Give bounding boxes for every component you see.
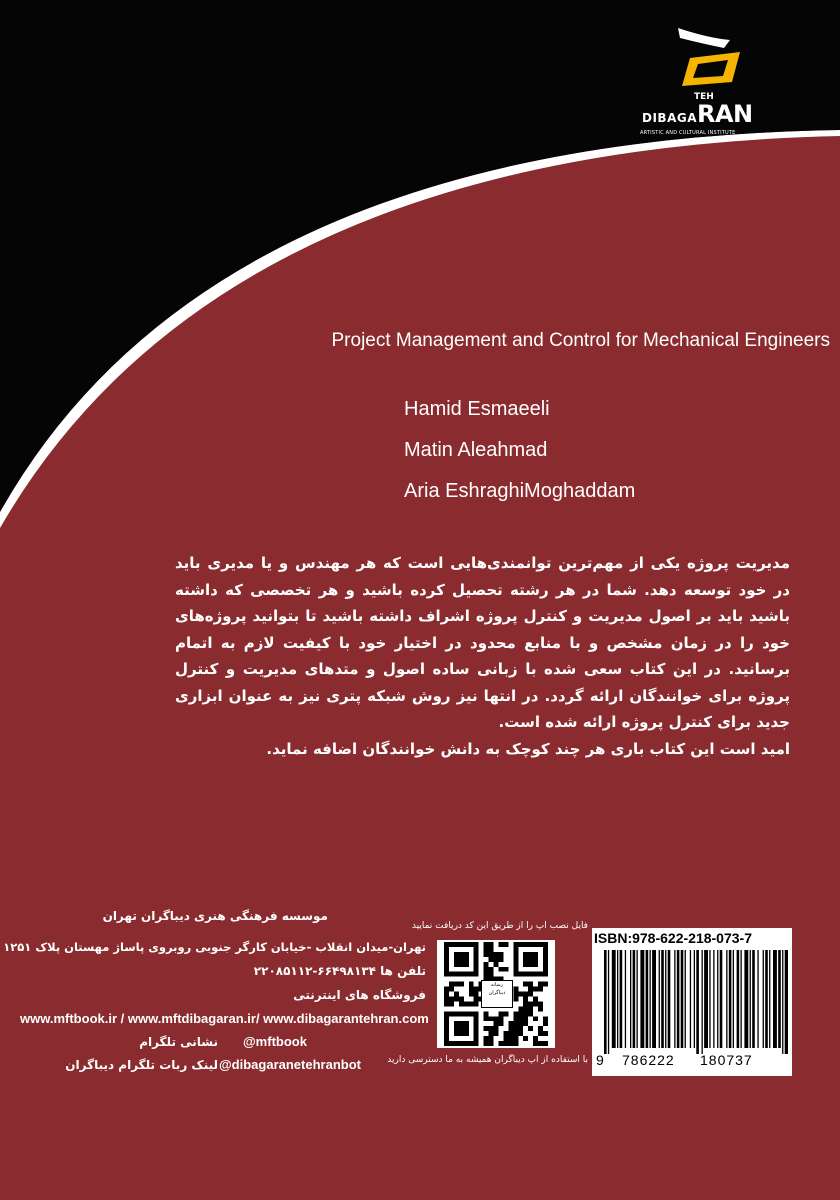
barcode-bar [694,950,695,1048]
qr-module [454,957,459,962]
qr-module [508,1031,513,1036]
barcode-icon [604,950,788,1054]
qr-module [543,957,548,962]
qr-module [533,962,538,967]
qr-module [484,1041,489,1046]
barcode-bar [782,950,783,1054]
qr-module [538,1031,543,1036]
qr-caption-top: فایل نصب اپ را از طریق این کد دریافت نمایید [411,921,588,931]
qr-module [459,957,464,962]
barcode-bar [709,950,710,1048]
qr-module [444,1031,449,1036]
qr-module [533,957,538,962]
qr-module [533,1036,538,1041]
barcode-digit-group-3: 180737 [700,1052,753,1068]
qr-module [498,957,503,962]
description-paragraph-1: مدیریت پروژه یکی از مهم‌ترین توانمندی‌هایی است که هر مهندس و یا مدیری باید در خود توسعه دهد. شما در هر رشته تحصیل کرده باشید و هر تخصصی که داشته باشید باید بر اصول مدیریت و کنترل پروژه اشراف داشته باشید تا بتوانید پروژه‌های خود را در زمان مشخص و با منابع محدود در اختیار خود با کیفیت لازم به اتمام برسانید. در این کتاب سعی شده با زبانی ساده اصول و متدهای مدیریت و کنترل پروژه برای خوانندگان ارائه گردد. در انتها نیز روش شبکه پتری نیز به عنوان ابزاری جدید برای کنترل پروژه ارائه شده است. [175,554,790,731]
qr-module [469,1011,474,1016]
qr-module [449,996,454,1001]
qr-module [474,967,479,972]
qr-module [449,1001,454,1006]
qr-module [528,972,533,977]
qr-module [518,1006,523,1011]
barcode-bar [690,950,691,1048]
qr-module [543,1041,548,1046]
qr-module [538,987,543,992]
qr-module [484,967,489,972]
qr-module [489,942,494,947]
qr-module [533,1041,538,1046]
qr-module [489,1016,494,1021]
qr-module [444,952,449,957]
qr-module [538,942,543,947]
qr-module [523,1011,528,1016]
qr-module [489,1041,494,1046]
qr-module [464,1021,469,1026]
qr-module [543,1016,548,1021]
qr-module [474,1021,479,1026]
qr-module [494,1021,499,1026]
qr-module [464,952,469,957]
qr-module [494,952,499,957]
qr-module [528,987,533,992]
qr-module [538,1026,543,1031]
qr-module [503,967,508,972]
barcode-bar [630,950,631,1048]
qr-module [454,1041,459,1046]
barcode-bar [713,950,714,1048]
qr-module [484,947,489,952]
qr-module [513,987,518,992]
qr-module [474,987,479,992]
barcode-bar [659,950,660,1048]
telegram-label: نشانی تلگرام [139,1035,218,1049]
qr-module [459,1026,464,1031]
barcode-bar [696,950,699,1054]
qr-module [449,1041,454,1046]
qr-module [469,972,474,977]
qr-module [543,967,548,972]
barcode-bar [733,950,734,1048]
barcode-bar [773,950,777,1048]
app-qr-code[interactable] [437,940,555,1048]
qr-module [454,982,459,987]
qr-module [449,987,454,992]
barcode-bar [729,950,732,1048]
qr-module [538,1041,543,1046]
qr-module [518,1011,523,1016]
barcode-bar [750,950,751,1048]
qr-module [498,1016,503,1021]
qr-module [454,1031,459,1036]
barcode-bar [726,950,727,1048]
qr-module [474,947,479,952]
barcode-bar [778,950,781,1048]
qr-module [528,962,533,967]
qr-module [498,967,503,972]
qr-module [528,1001,533,1006]
qr-module [444,962,449,967]
qr-module [459,1041,464,1046]
barcode-bar [633,950,636,1048]
qr-module [498,1011,503,1016]
qr-module [543,942,548,947]
barcode-bar [640,950,644,1048]
qr-module [469,992,474,997]
qr-module [498,1021,503,1026]
qr-module [523,957,528,962]
qr-module [543,962,548,967]
isbn-label: ISBN:978-622-218-073-7 [594,930,752,946]
qr-module [444,947,449,952]
qr-module [469,1041,474,1046]
barcode-bar [685,950,686,1048]
qr-module [464,1001,469,1006]
barcode-bar [646,950,649,1048]
qr-module [444,967,449,972]
qr-module [513,992,518,997]
qr-module [543,947,548,952]
qr-module [444,1026,449,1031]
qr-module [459,1001,464,1006]
qr-module [513,1031,518,1036]
barcode-bar [668,950,671,1048]
qr-module [523,1006,528,1011]
qr-module [474,1026,479,1031]
qr-module [449,1011,454,1016]
qr-module [523,1016,528,1021]
qr-module [508,1036,513,1041]
qr-module [508,1041,513,1046]
qr-module [474,996,479,1001]
qr-module [484,1016,489,1021]
qr-module [469,982,474,987]
qr-module [489,1026,494,1031]
qr-module [503,1036,508,1041]
qr-module [489,952,494,957]
barcode-bar [752,950,755,1048]
qr-module [484,1026,489,1031]
logo-wordmark [642,92,753,128]
qr-module [464,957,469,962]
barcode-bar [650,950,651,1048]
qr-module [489,1031,494,1036]
qr-module [543,1031,548,1036]
barcode-bar [763,950,764,1048]
qr-module [528,942,533,947]
qr-module [513,1026,518,1031]
qr-module [533,996,538,1001]
qr-module [474,1041,479,1046]
barcode-bar [757,950,758,1048]
qr-module [459,972,464,977]
description-paragraph-2: امید است این کتاب باری هر چند کوچک به دانش خوانندگان اضافه نماید. [266,739,790,758]
qr-module [454,996,459,1001]
telegram-bot-label: لینک ربات تلگرام دیباگران [65,1058,218,1072]
barcode-bar [617,950,618,1048]
qr-module [523,952,528,957]
qr-module [513,1036,518,1041]
qr-module [523,996,528,1001]
qr-module [489,957,494,962]
barcode-bar [612,950,616,1048]
qr-module [523,992,528,997]
barcode-bar [741,950,742,1048]
qr-module [449,972,454,977]
author-3: Aria EshraghiMoghaddam [404,480,636,502]
qr-module [444,992,449,997]
barcode-bar [769,950,770,1048]
logo-subtitle: ARTISTIC AND CULTURAL INSTITUTE [640,130,736,136]
qr-module [459,962,464,967]
qr-module [444,1041,449,1046]
qr-module [518,1026,523,1031]
qr-module [484,962,489,967]
qr-module [459,1011,464,1016]
qr-module [474,1031,479,1036]
qr-module [513,1011,518,1016]
qr-module [528,952,533,957]
barcode-bar [785,950,788,1054]
websites-link[interactable]: www.mftbook.ir / www.mftdibagaran.ir/ www.dibagarantehran.com [20,1011,429,1026]
qr-module [498,952,503,957]
qr-module [508,1026,513,1031]
qr-module [518,1016,523,1021]
qr-module [444,996,449,1001]
qr-module [543,1021,548,1026]
qr-module [533,942,538,947]
qr-module [489,967,494,972]
qr-module [459,982,464,987]
qr-module [444,1016,449,1021]
logo-teh: TEH [694,92,714,102]
qr-module [494,957,499,962]
qr-module [533,1016,538,1021]
qr-module [474,952,479,957]
qr-center-badge: رسانه دیباگران [481,980,513,1008]
qr-module [498,1041,503,1046]
qr-module [464,1031,469,1036]
barcode-bar [737,950,740,1048]
barcode-bar [744,950,748,1048]
qr-module [489,1036,494,1041]
qr-module [489,972,494,977]
qr-module [503,1031,508,1036]
qr-module [503,1011,508,1016]
qr-module [454,1026,459,1031]
qr-module [513,952,518,957]
qr-module [469,942,474,947]
barcode-bar [674,950,675,1048]
telegram-handle[interactable]: @mftbook [243,1034,307,1049]
qr-module [538,1006,543,1011]
qr-module [459,1021,464,1026]
qr-module [469,1001,474,1006]
qr-module [459,996,464,1001]
qr-module [523,1001,528,1006]
qr-module [494,962,499,967]
qr-module [494,1031,499,1036]
book-title: Project Management and Control for Mechanical Engineers [331,330,830,351]
publisher-logo [640,20,753,138]
barcode-digit-group-2: 786222 [622,1052,675,1068]
qr-module [503,942,508,947]
qr-module [464,942,469,947]
barcode-bar [652,950,656,1048]
qr-module [513,942,518,947]
qr-module [444,1021,449,1026]
barcode-bar [604,950,607,1054]
qr-module [444,957,449,962]
qr-module [523,972,528,977]
publisher-name: موسسه فرهنگی هنری دیباگران تهران [102,909,328,923]
qr-module [444,1036,449,1041]
qr-caption-bottom: با استفاده از اپ دیباگران همیشه به ما دسترسی دارید [387,1055,588,1065]
isbn-barcode [592,928,792,1076]
qr-module [444,972,449,977]
qr-module [484,1036,489,1041]
qr-module [498,942,503,947]
qr-module [513,1016,518,1021]
logo-ran: RAN [697,100,753,128]
qr-module [528,1006,533,1011]
qr-module [518,972,523,977]
qr-module [474,1011,479,1016]
barcode-bar [677,950,680,1048]
qr-module [523,1036,528,1041]
qr-module [533,1001,538,1006]
qr-module [528,1011,533,1016]
qr-module [518,942,523,947]
barcode-bar [608,950,609,1054]
author-2: Matin Aleahmad [404,439,548,461]
qr-module [528,982,533,987]
barcode-bar [661,950,664,1048]
qr-module [538,982,543,987]
barcode-bar [720,950,723,1048]
qr-module [523,962,528,967]
qr-module [459,1031,464,1036]
publisher-address: تهران-میدان انقلاب -خیابان کارگر جنوبی روبروی پاساژ مهستان پلاک ۱۲۵۱ [3,940,426,954]
qr-module [543,952,548,957]
qr-module [454,972,459,977]
qr-module [484,952,489,957]
barcode-bar [704,950,708,1048]
qr-module [513,996,518,1001]
qr-module [454,992,459,997]
qr-module [513,1021,518,1026]
qr-module [518,1031,523,1036]
qr-module [489,947,494,952]
qr-module [533,972,538,977]
qr-module [464,1011,469,1016]
barcode-bar [702,950,703,1054]
qr-module [494,1016,499,1021]
qr-module [474,962,479,967]
qr-module [474,972,479,977]
qr-module [444,987,449,992]
barcode-bar [637,950,638,1048]
qr-module [513,967,518,972]
qr-module [459,952,464,957]
qr-module [513,962,518,967]
qr-module [528,1026,533,1031]
barcode-bar [765,950,768,1048]
book-description [175,550,790,762]
qr-module [518,992,523,997]
qr-module [454,1011,459,1016]
qr-module [523,982,528,987]
qr-module [474,1001,479,1006]
qr-module [454,1021,459,1026]
qr-module [454,942,459,947]
qr-module [543,982,548,987]
barcode-bar [717,950,718,1048]
qr-module [469,987,474,992]
qr-module [543,972,548,977]
qr-module [444,1001,449,1006]
qr-module [494,1026,499,1031]
barcode-bar [620,950,623,1048]
qr-module [464,962,469,967]
qr-module [523,1021,528,1026]
qr-module [474,942,479,947]
barcode-bar [681,950,684,1048]
qr-module [474,957,479,962]
qr-module [449,942,454,947]
qr-module [518,1021,523,1026]
barcode-bar [665,950,666,1048]
qr-module [513,957,518,962]
qr-module [444,942,449,947]
qr-module [484,942,489,947]
qr-module [464,972,469,977]
telegram-bot-handle[interactable]: @dibagaranetehranbot [219,1057,361,1072]
qr-module [459,942,464,947]
barcode-digit-1: 9 [596,1052,604,1068]
qr-module [533,952,538,957]
barcode-bar [625,950,626,1048]
qr-module [484,1011,489,1016]
qr-module [513,1041,518,1046]
qr-module [474,992,479,997]
publisher-phone: تلفن ها ۶۶۴۹۸۱۳۴-۲۲۰۸۵۱۱۲ [253,964,426,978]
qr-module [454,962,459,967]
qr-module [464,1041,469,1046]
qr-module [538,1001,543,1006]
qr-module [474,1016,479,1021]
logo-dibaga: DIBAGA [642,111,697,125]
qr-module [449,982,454,987]
qr-module [528,992,533,997]
author-1: Hamid Esmaeeli [404,398,550,420]
online-stores-label: فروشگاه های اینترنتی [293,988,426,1002]
qr-module [503,1041,508,1046]
qr-module [474,1036,479,1041]
qr-module [508,1021,513,1026]
qr-module [523,942,528,947]
qr-module [454,952,459,957]
qr-module [464,1026,469,1031]
qr-module [538,972,543,977]
qr-module [484,972,489,977]
qr-module [444,1011,449,1016]
qr-module [513,947,518,952]
qr-module [513,972,518,977]
qr-module [528,957,533,962]
qr-module [533,987,538,992]
